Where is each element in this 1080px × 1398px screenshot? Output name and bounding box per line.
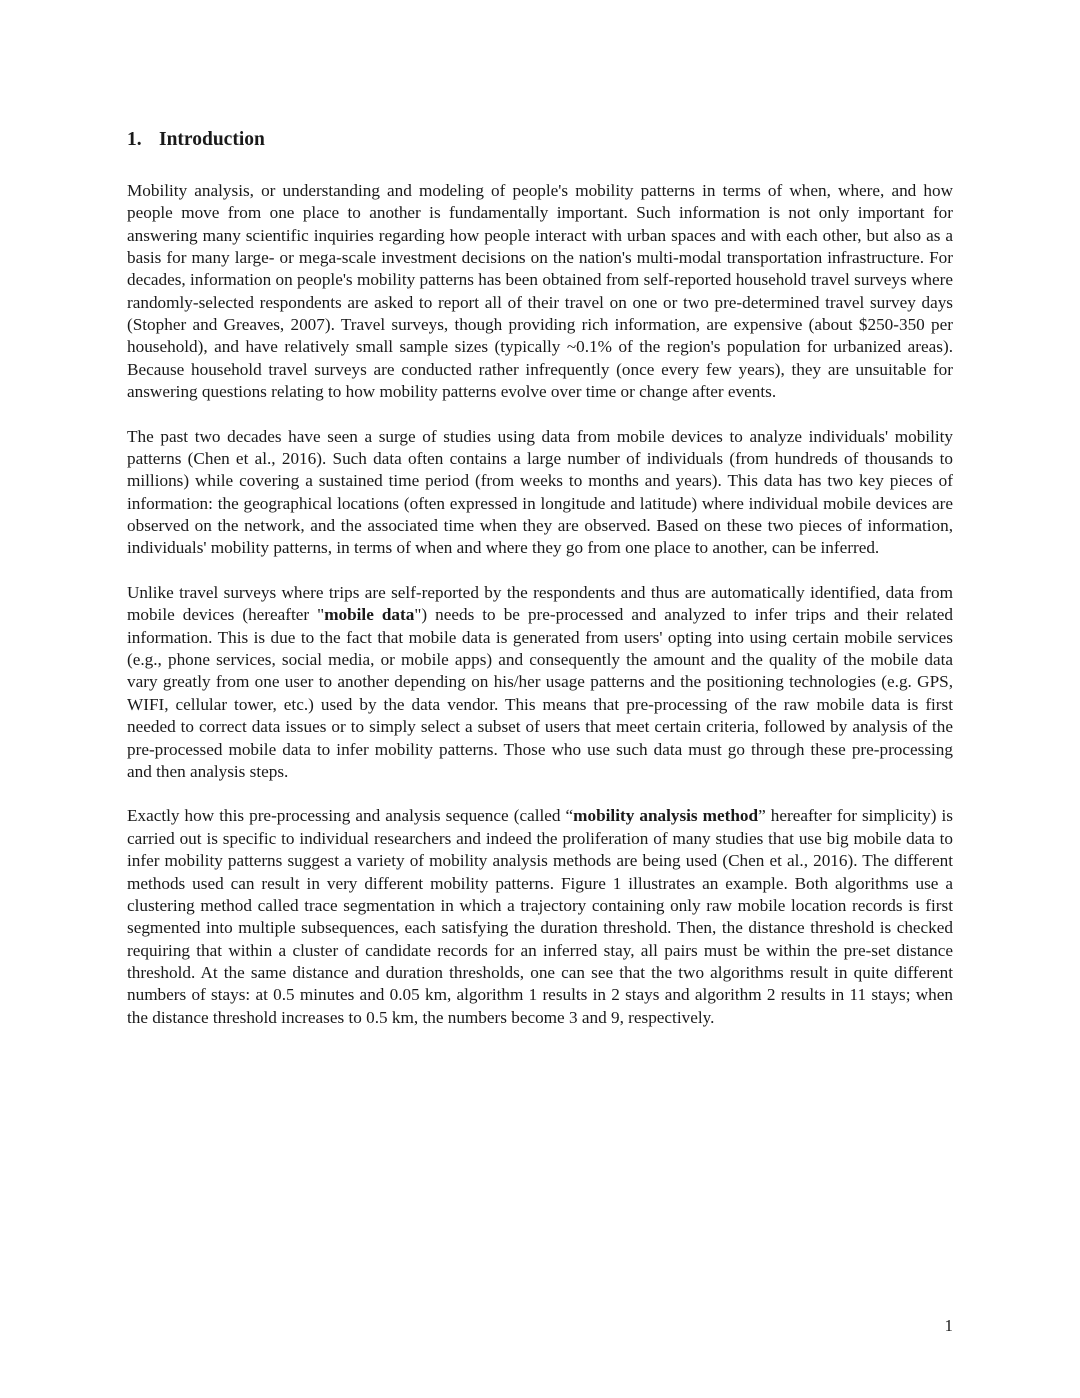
paragraph-mobile-devices xyxy=(127,426,953,560)
paragraph-text: Mobility analysis, or understanding and modeling of people's mobility patterns in terms of when, where, and how people move from one place to another is fundamentally important. Such information is not only important for answering many scientific inquiries regarding how people interact with urban spaces and with each other, but also as a basis for many large- or mega-scale investment decisions on the nation's multi-modal transportation infrastructure. For decades, information on people's mobility patterns has been obtained from self-reported household travel surveys where randomly-selected respondents are asked to report all of their travel on one or two pre-determined travel survey days (Stopher and Greaves, 2007). Travel surveys, though providing rich information, are expensive (about $250-350 per household), and have relatively small sample sizes (typically ~0.1% of the region's population for urbanized areas). Because household travel surveys are conducted rather infrequently (once every few years), they are unsuitable for answering questions relating to how mobility patterns evolve over time or change after events. xyxy=(127,181,953,402)
page-number: 1 xyxy=(944,1316,953,1335)
section-title: Introduction xyxy=(159,129,265,150)
section-heading xyxy=(127,128,953,152)
term-mobile-data: mobile data xyxy=(324,605,415,625)
paragraph-text: ” hereafter for simplicity) is carried out is specific to individual researchers and indeed the proliferation of many studies that use big mobile data to infer mobility patterns suggest a variety of mobility analysis methods are being used (Chen et al., 2016). The different methods used can result in very different mobility patterns. Figure 1 illustrates an example. Both algorithms use a clustering method called trace segmentation in which a trajectory containing only raw mobile location records is first segmented into multiple subsequences, each satisfying the duration threshold. Then, the distance threshold is checked requiring that within a cluster of candidate records for an inferred stay, all pairs must be within the pre-set distance threshold. At the same distance and duration thresholds, one can see that the two algorithms result in quite different numbers of stays: at 0.5 minutes and 0.05 km, algorithm 1 results in 2 stays and algorithm 2 results in 11 stays; when the distance threshold increases to 0.5 km, the numbers become 3 and 9, respectively. xyxy=(127,806,953,1027)
section-number: 1. xyxy=(127,129,142,150)
term-mobility-analysis-method: mobility analysis method xyxy=(573,806,759,826)
paragraph-text: Exactly how this pre-processing and analysis sequence (called “ xyxy=(127,806,574,826)
page-body xyxy=(127,128,953,1051)
paragraph-text: ") needs to be pre-processed and analyzed to infer trips and their related information. This is due to the fact that mobile data is generated from users' opting into using certain mobile services (e.g., phone services, social media, or mobile apps) and consequently the amount and the quality of the mobile data vary greatly from one user to another depending on his/her usage patterns and the positioning technologies (e.g. GPS, WIFI, cellular tower, etc.) used by the data vendor. This means that pre-processing of the raw mobile data is first needed to correct data issues or to simply select a subset of users that meet certain criteria, followed by analysis of the pre-processed mobile data to infer mobility patterns. Those who use such data must go through these pre-processing and then analysis steps. xyxy=(127,605,953,781)
paragraph-text: Unlike travel surveys where trips are self-reported by the respondents and thus are automatically identified, data from mobile devices (hereafter " xyxy=(127,583,953,625)
paragraph-mobile-data xyxy=(127,582,953,783)
paragraph-text: The past two decades have seen a surge of studies using data from mobile devices to analyze individuals' mobility patterns (Chen et al., 2016). Such data often contains a large number of individuals (from hundreds of thousands to millions) while covering a sustained time period (from weeks to months and years). This data has two key pieces of information: the geographical locations (often expressed in longitude and latitude) where individual mobile devices are observed on the network, and the associated time when they are observed. Based on these two pieces of information, individuals' mobility patterns, in terms of when and where they go from one place to another, can be inferred. xyxy=(127,426,953,558)
paragraph-analysis-method xyxy=(127,805,953,1028)
paragraph-mobility-analysis xyxy=(127,180,953,403)
